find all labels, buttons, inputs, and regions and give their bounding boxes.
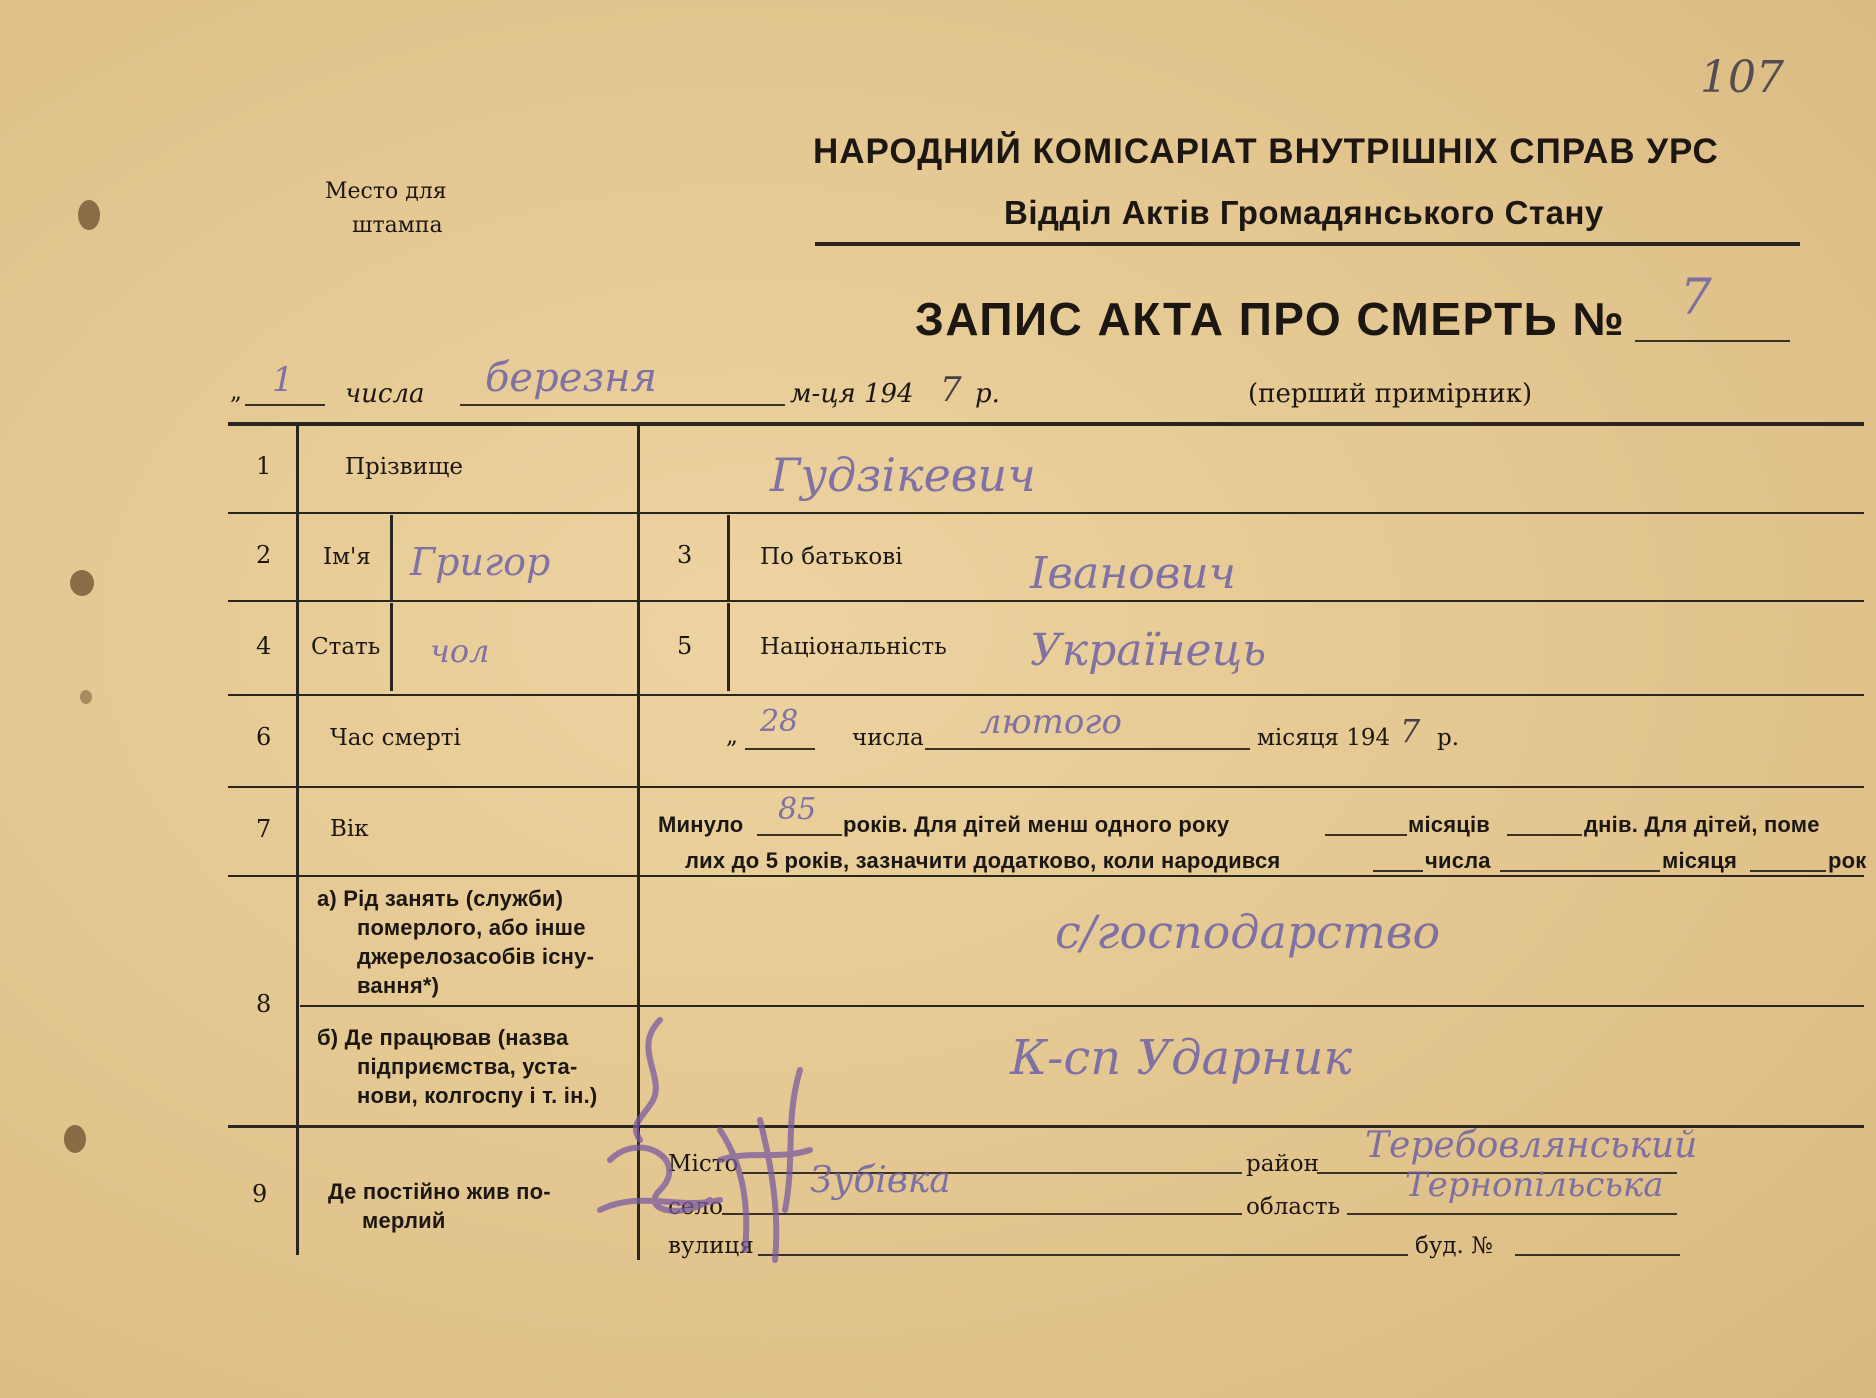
- age-text-5: числа: [1425, 848, 1491, 873]
- field-8-number: 8: [256, 990, 272, 1018]
- field-9-number: 9: [252, 1180, 268, 1208]
- field-1-number: 1: [256, 452, 272, 480]
- field-1-value: Гудзікевич: [770, 448, 1036, 502]
- age-years-value: 85: [778, 792, 817, 827]
- field-8a-label-3: джерелозасобів існу-: [357, 944, 595, 969]
- region-value: Тернопільська: [1405, 1165, 1664, 1205]
- row-rule-4: [228, 786, 1864, 788]
- region-label: область: [1246, 1194, 1341, 1220]
- age-months-line: [1325, 834, 1407, 836]
- death-month-label: місяця 194: [1257, 725, 1391, 751]
- birth-day-line: [1373, 870, 1423, 872]
- birth-year-line: [1750, 870, 1826, 872]
- record-number-line: [1635, 340, 1790, 342]
- document-title: ЗАПИС АКТА ПРО СМЕРТЬ №: [915, 293, 1626, 345]
- punch-hole: [64, 1125, 86, 1153]
- field-4-number: 4: [256, 632, 272, 660]
- field-8a-label-2: померлого, або інше: [357, 915, 586, 940]
- date-day-label: числа: [345, 379, 425, 409]
- field-6-number: 6: [256, 723, 272, 751]
- district-label: район: [1246, 1151, 1319, 1177]
- col-rule-name-inner: [390, 515, 393, 600]
- village-label: село: [668, 1194, 723, 1220]
- archive-number: 107: [1700, 52, 1784, 103]
- header-rule: [815, 242, 1800, 246]
- region-line: [1347, 1213, 1677, 1215]
- stamp-place-line1: Место для: [325, 179, 447, 204]
- record-number-value: 7: [1680, 268, 1712, 326]
- death-open-quote: „: [726, 723, 738, 749]
- field-3-label: По батькові: [760, 544, 903, 570]
- col-rule-nationality: [727, 603, 730, 691]
- field-8a-label-4: вання*): [357, 973, 440, 998]
- commissariat-heading: НАРОДНИЙ КОМІСАРІАТ ВНУТРІШНІХ СПРАВ УРС: [813, 132, 1719, 171]
- field-9-label-2: мерлий: [362, 1208, 446, 1233]
- date-year-suffix: р.: [975, 379, 1000, 409]
- field-5-number: 5: [677, 632, 693, 660]
- row-rule-3: [228, 694, 1864, 696]
- date-year-digit: 7: [940, 370, 962, 410]
- age-text-2: місяців: [1408, 812, 1491, 837]
- date-month-line: [460, 404, 785, 406]
- field-8a-label-1: а) Рід занять (служби): [317, 886, 564, 911]
- row-rule-1: [228, 512, 1864, 514]
- field-2-label: Ім'я: [323, 544, 371, 570]
- death-year-suffix: р.: [1437, 725, 1460, 751]
- field-7-label: Вік: [330, 816, 369, 842]
- field-8b-label-1: б) Де працював (назва: [317, 1025, 569, 1050]
- field-3-value: Іванович: [1030, 548, 1237, 599]
- village-value: Зубівка: [810, 1160, 951, 1201]
- department-heading: Відділ Актів Громадянського Стану: [1004, 194, 1604, 231]
- field-9-label-1: Де постійно жив по-: [328, 1179, 551, 1204]
- stamp-place-line2: штампа: [352, 213, 443, 238]
- field-8b-label-2: підприємства, уста-: [357, 1054, 578, 1079]
- row-rule-2: [228, 600, 1864, 602]
- district-value: Теребовлянський: [1365, 1125, 1698, 1166]
- age-minulo: Минуло: [658, 812, 744, 837]
- table-top-rule: [228, 422, 1864, 426]
- field-3-number: 3: [677, 541, 693, 569]
- field-2-number: 2: [256, 541, 272, 569]
- row-rule-8a: [300, 1005, 1864, 1007]
- age-days-line: [1507, 834, 1582, 836]
- date-month-label: м-ця 194: [790, 379, 914, 409]
- death-year-digit: 7: [1400, 712, 1421, 750]
- field-8b-value: К-сп Ударник: [1010, 1030, 1353, 1086]
- death-day-line: [745, 748, 815, 750]
- field-6-label: Час смерті: [330, 725, 461, 751]
- field-4-value: чол: [430, 632, 490, 670]
- field-1-label: Прізвище: [345, 454, 463, 480]
- copy-note: (перший примірник): [1248, 379, 1533, 409]
- date-day-line: [245, 404, 325, 406]
- date-day-value: 1: [272, 360, 294, 400]
- age-years-line: [757, 834, 842, 836]
- age-text-3: днів. Для дітей, поме: [1584, 812, 1820, 837]
- field-5-label: Національність: [760, 634, 947, 660]
- punch-hole: [78, 200, 100, 230]
- death-day-label: числа: [852, 725, 924, 751]
- city-label: Місто: [668, 1151, 739, 1177]
- field-2-value: Григор: [410, 540, 551, 584]
- house-line: [1515, 1254, 1680, 1256]
- row-rule-5: [228, 875, 1864, 877]
- col-rule-patronymic: [727, 515, 730, 600]
- date-month-value: березня: [485, 355, 658, 401]
- col-rule-number: [296, 425, 299, 1255]
- field-8b-label-3: нови, колгоспу і т. ін.): [357, 1083, 598, 1108]
- date-open-quote: „: [230, 379, 242, 405]
- death-month-value: лютого: [980, 702, 1122, 742]
- birth-month-line: [1500, 870, 1660, 872]
- death-day-value: 28: [760, 704, 799, 739]
- field-7-number: 7: [256, 815, 272, 843]
- field-4-label: Стать: [311, 634, 381, 660]
- age-text-7: рок: [1828, 848, 1867, 873]
- field-5-value: Українець: [1030, 625, 1267, 676]
- age-text-1: років. Для дітей менш одного року: [843, 812, 1230, 837]
- street-label: вулиця: [668, 1233, 754, 1259]
- age-text-6: місяця: [1662, 848, 1738, 873]
- punch-hole: [70, 570, 94, 596]
- age-text-4: лих до 5 років, зазначити додатково, коли народився: [685, 848, 1281, 873]
- col-rule-sex-inner: [390, 603, 393, 691]
- death-month-line: [925, 748, 1250, 750]
- house-label: буд. №: [1415, 1233, 1493, 1259]
- punch-hole: [80, 690, 92, 704]
- field-8a-value: с/господарство: [1055, 905, 1441, 959]
- signature-scrawl: [570, 1010, 890, 1270]
